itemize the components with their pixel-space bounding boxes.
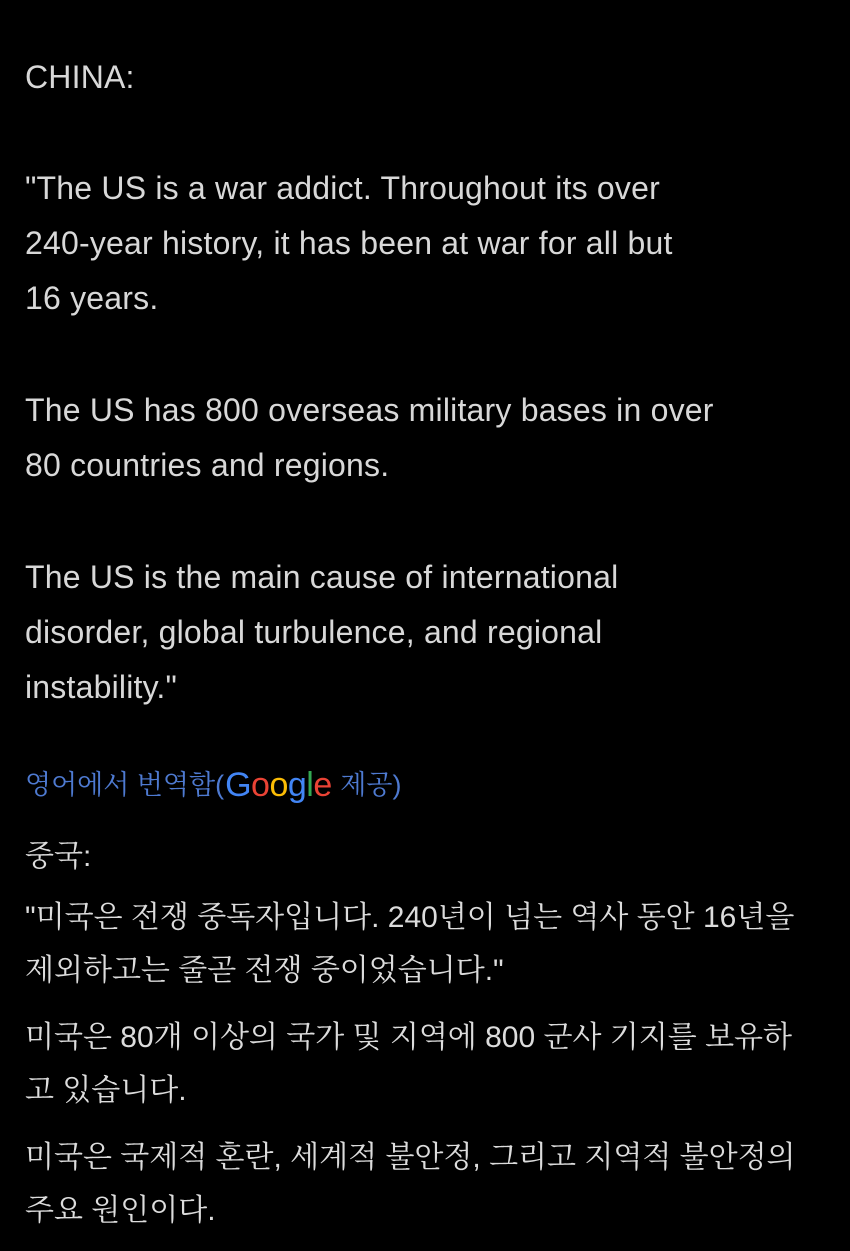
korean-paragraph-3 (25, 1131, 842, 1237)
google-logo-letter: e (313, 766, 332, 804)
ko-text-line: 주요 원인이다. (25, 1194, 216, 1227)
attribution-suffix: 제공) (332, 770, 402, 800)
korean-paragraph-1 (25, 891, 842, 997)
tweet-header-line: CHINA: (25, 59, 135, 95)
en-text-line: 80 countries and regions. (25, 447, 390, 483)
en-text-line: 16 years. (25, 280, 159, 316)
english-paragraph-1 (25, 161, 842, 326)
ko-text-line: 고 있습니다. (25, 1074, 187, 1107)
google-logo-letter: o (269, 766, 288, 804)
ko-text-line: 미국은 국제적 혼란, 세계적 불안정, 그리고 지역적 불안정의 (25, 1141, 796, 1174)
english-paragraph-3 (25, 550, 842, 715)
ko-text-line: "미국은 전쟁 중독자입니다. 240년이 넘는 역사 동안 16년을 (25, 901, 795, 934)
en-text-line: The US has 800 overseas military bases in over (25, 392, 714, 428)
google-logo-letter: g (287, 766, 307, 804)
en-text-line: disorder, global turbulence, and regional (25, 614, 603, 650)
en-text-line: 240-year history, it has been at war for all but (25, 225, 673, 261)
korean-paragraph-2 (25, 1011, 842, 1117)
google-logo-letter: o (251, 766, 270, 804)
korean-header-line: 중국: (25, 840, 92, 873)
ko-text-line: 미국은 80개 이상의 국가 및 지역에 800 군사 기지를 보유하 (25, 1021, 793, 1054)
attribution-prefix: 영어에서 번역함( (25, 770, 225, 800)
en-text-line: "The US is a war addict. Throughout its over (25, 170, 660, 206)
english-paragraph-2 (25, 383, 842, 493)
google-logo-letter: l (306, 766, 314, 804)
en-text-line: instability." (25, 669, 178, 705)
en-text-line: The US is the main cause of international (25, 559, 619, 595)
google-logo-letter: G (225, 766, 252, 804)
translation-attribution-link[interactable] (25, 765, 401, 805)
google-logo (224, 765, 333, 805)
ko-text-line: 제외하고는 줄곧 전쟁 중이었습니다." (25, 954, 504, 987)
